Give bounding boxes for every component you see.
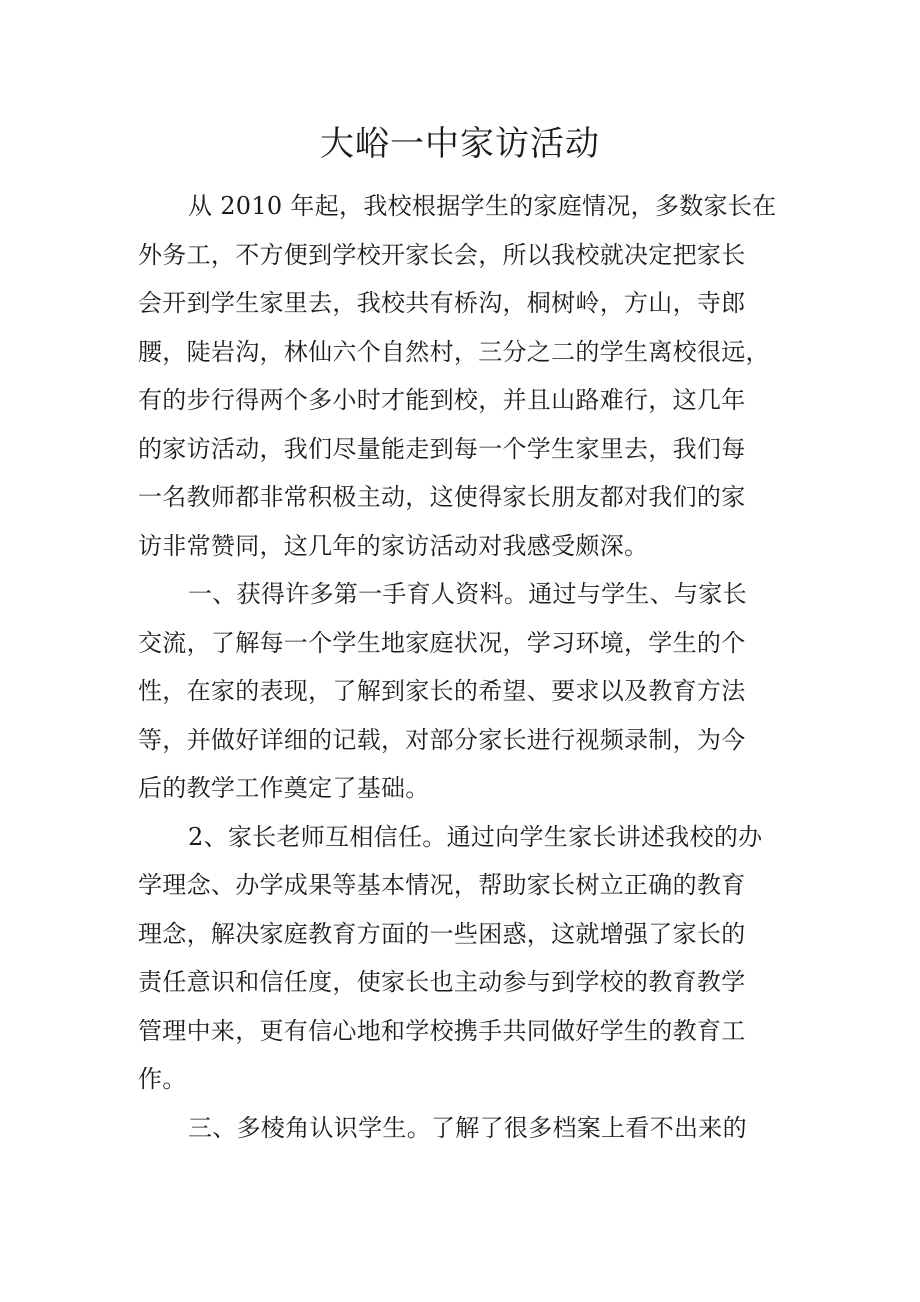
paragraph-point-three [138, 1104, 778, 1153]
text-line: 访非常赞同，这几年的家访活动对我感受颇深。 [138, 531, 649, 560]
text-line: 性，在家的表现，了解到家长的希望、要求以及教育方法 [138, 677, 746, 705]
text-line: 作。 [138, 1065, 187, 1093]
text-line: 后的教学工作奠定了基础。 [138, 774, 430, 802]
text-line: 理念，解决家庭教育方面的一些困惑，这就增强了家长的 [138, 919, 746, 948]
document-body [138, 182, 778, 1152]
text-line: 三、多棱角认识学生。了解了很多档案上看不出来的 [188, 1113, 747, 1142]
text-line: 从 2010 年起，我校根据学生的家庭情况，多数家长在 [188, 192, 777, 220]
paragraph-point-two [138, 813, 778, 1104]
text-line: 交流，了解每一个学生地家庭状况，学习环境，学生的个 [138, 628, 746, 657]
paragraph-point-one [138, 570, 778, 813]
paragraph-intro [138, 182, 778, 570]
text-line: 学理念、办学成果等基本情况，帮助家长树立正确的教育 [138, 871, 746, 899]
text-line: 2、家长老师互相信任。通过向学生家长讲述我校的办 [188, 822, 763, 851]
text-line: 一名教师都非常积极主动，这使得家长朋友都对我们的家 [138, 483, 746, 511]
text-line: 的家访活动，我们尽量能走到每一个学生家里去，我们每 [138, 434, 746, 463]
text-line: 管理中来，更有信心地和学校携手共同做好学生的教育工 [138, 1016, 746, 1045]
text-line: 会开到学生家里去，我校共有桥沟，桐树岭，方山，寺郎 [138, 289, 746, 317]
text-line: 腰，陡岩沟，林仙六个自然村，三分之二的学生离校很远， [138, 337, 770, 366]
document-title: 大峪一中家访活动 [320, 124, 600, 164]
text-line: 有的步行得两个多小时才能到校，并且山路难行，这几年 [138, 386, 746, 414]
text-line: 一、获得许多第一手育人资料。通过与学生、与家长 [188, 580, 747, 608]
text-line: 外务工，不方便到学校开家长会，所以我校就决定把家长 [138, 240, 746, 269]
text-line: 等，并做好详细的记载，对部分家长进行视频录制，为今 [138, 725, 746, 754]
text-line: 责任意识和信任度，使家长也主动参与到学校的教育教学 [138, 968, 746, 996]
